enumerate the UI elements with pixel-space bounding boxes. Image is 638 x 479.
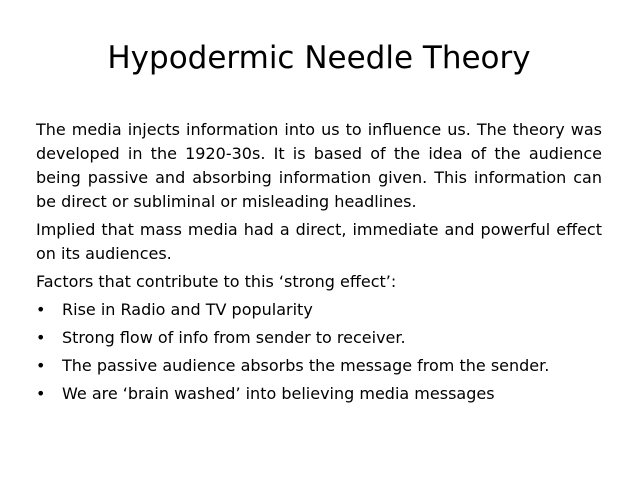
- bullet-text: Strong flow of info from sender to receiver.: [62, 328, 406, 347]
- paragraph-implied-effect: Implied that mass media had a direct, immediate and powerful effect on its audiences.: [36, 220, 602, 263]
- bullet-item-strong-flow: [36, 326, 602, 350]
- bullet-icon: •: [36, 300, 46, 319]
- bullet-item-radio-tv: [36, 298, 602, 322]
- bullet-text: We are ‘brain washed’ into believing media messages: [62, 384, 495, 403]
- paragraph-theory-description: The media injects information into us to influence us. The theory was developed in the 1920-30s. It is based of the idea of the audience being passive and absorbing information given. This information can be direct or subliminal or misleading headlines.: [36, 120, 602, 211]
- bullet-icon: •: [36, 356, 46, 375]
- bullet-item-brain-washed: [36, 382, 602, 406]
- slide-title: Hypodermic Needle Theory: [107, 40, 531, 76]
- slide-body: [36, 118, 602, 410]
- bullet-list: [36, 298, 602, 406]
- bullet-item-passive-audience: [36, 354, 602, 378]
- paragraph-factors-intro: Factors that contribute to this ‘strong effect’:: [36, 272, 397, 291]
- bullet-icon: •: [36, 328, 46, 347]
- bullet-text: The passive audience absorbs the message from the sender.: [62, 356, 550, 375]
- bullet-text: Rise in Radio and TV popularity: [62, 300, 313, 319]
- bullet-icon: •: [36, 384, 46, 403]
